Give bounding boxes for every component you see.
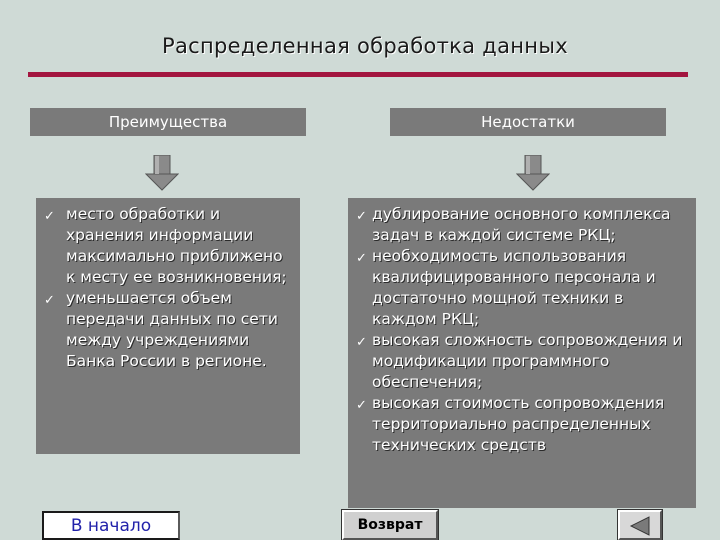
- list-item: [354, 204, 688, 246]
- checkmark-icon: ✓: [356, 335, 367, 350]
- advantages-list: [42, 204, 292, 372]
- start-button[interactable]: В начало: [42, 511, 180, 540]
- checkmark-icon: ✓: [356, 398, 367, 413]
- title-divider: [28, 72, 688, 77]
- list-item-text: место обработки и хранения информации максимально приближено к месту ее возникновения;: [66, 205, 287, 286]
- slide-title: Распределенная обработка данных: [162, 34, 568, 58]
- disadvantages-list: [354, 204, 688, 456]
- list-item-text: необходимость использования квалифицированного персонала и достаточно мощной техники в каждом РКЦ;: [372, 247, 656, 328]
- list-item-text: уменьшается объем передачи данных по сети между учреждениями Банка России в регионе.: [66, 289, 278, 370]
- list-item-text: высокая стоимость сопровождения территориально распределенных технических средств: [372, 394, 665, 454]
- list-item-text: высокая сложность сопровождения и модификации программного обеспечения;: [372, 331, 683, 391]
- checkmark-icon: ✓: [44, 293, 55, 308]
- advantages-panel: [36, 198, 300, 454]
- back-button[interactable]: Возврат: [342, 510, 438, 540]
- advantages-header: Преимущества: [30, 108, 306, 136]
- list-item-text: дублирование основного комплекса задач в каждой системе РКЦ;: [372, 205, 671, 244]
- list-item: [354, 330, 688, 393]
- down-arrow-icon: [516, 155, 550, 191]
- down-arrow-icon: [145, 155, 179, 191]
- checkmark-icon: ✓: [44, 209, 55, 224]
- list-item: [354, 393, 688, 456]
- list-item: [42, 204, 292, 288]
- list-item: [354, 246, 688, 330]
- list-item: [42, 288, 292, 372]
- triangle-left-icon: [629, 516, 651, 536]
- checkmark-icon: ✓: [356, 251, 367, 266]
- disadvantages-header: Недостатки: [390, 108, 666, 136]
- disadvantages-panel: [348, 198, 696, 508]
- previous-slide-button[interactable]: [618, 510, 662, 540]
- checkmark-icon: ✓: [356, 209, 367, 224]
